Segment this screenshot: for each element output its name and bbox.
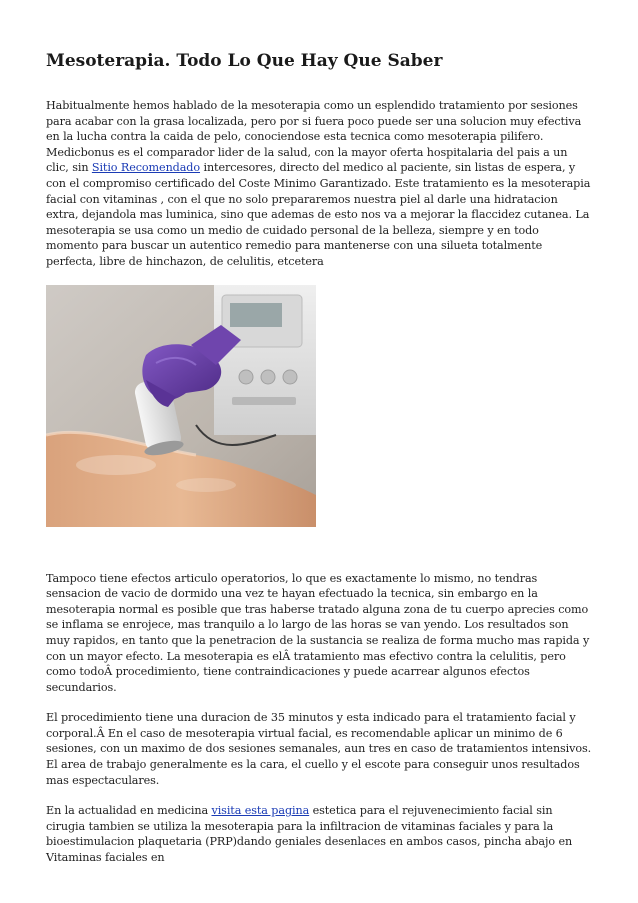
- paragraph-procedure: El procedimiento tiene una duracion de 35 minutos y esta indicado para el tratamiento facial y corporal.Â En el caso de mesoterapia virtual facial, es recomendable aplicar un minimo de 6 sesiones, con un maximo de dos sesiones semanales, aun tres en caso de tratamientos intensivos. El area de trabajo generalmente es la cara, el cuello y el escote para conseguir unos resultados mas espectaculares.: [46, 711, 592, 787]
- page-title: Mesoterapia. Todo Lo Que Hay Que Saber: [46, 51, 443, 71]
- paragraph-effects: Tampoco tiene efectos articulo operatorios, lo que es exactamente lo mismo, no tendras sensacion de vacio de dormido una vez te hayan efectuado la tecnica, sin embargo en la mesoterapia normal es posible que tras haberse tratado alguna zona de tu cuerpo aprecies como se inflama se enrojece, mas tranquilo a lo largo de las horas se van yendo. Los resultados son muy rapidos, en tanto que la penetracion de la sustancia se realiza de forma mucho mas rapida y con un mayor efecto. La mesoterapia es elÂ tratamiento mas efectivo contra la celulitis, pero como todoÂ procedimiento, tiene contraindicaciones y puede acarrear algunos efectos secundarios.: [46, 571, 590, 694]
- paragraph-medicine-text-start: En la actualidad en medicina: [46, 804, 212, 818]
- paragraph-medicine-text-end: estetica para el rejuvenecimiento facial sin cirugia tambien se utiliza la mesoterapia para la infiltracion de vitaminas faciales y para la bioestimulacion plaquetaria (PRP)dando geniales desenlaces en ambos casos, pincha abajo en Vitaminas faciales en: [46, 804, 573, 865]
- link-visita-esta-pagina[interactable]: visita esta pagina: [211, 804, 310, 818]
- paragraph-medicine: [46, 803, 592, 865]
- link-sitio-recomendado[interactable]: Sitio Recomendado: [91, 161, 201, 175]
- paragraph-intro: [46, 98, 592, 270]
- treatment-photo-illustration: [46, 285, 316, 527]
- paragraph-intro-text-start: Habitualmente hemos hablado de la mesoterapia como un esplendido tratamiento por sesiones para acabar con la grasa localizada, pero por si fuera poco puede ser una solucion muy efectiva en la lucha contra la caida de pelo, conociendose esta tecnica como mesoterapia pilifero. Medicbonus es el comparador lider de la salud, con la mayor oferta hospitalaria del pais a un clic, sin: [46, 99, 582, 175]
- treatment-photo: [46, 285, 316, 527]
- paragraph-intro-text-end: intercesores, directo del medico al paciente, sin listas de espera, y con el compromiso certificado del Coste Minimo Garantizado. Este tratamiento es la mesoterapia facial con vitaminas , con el que no solo prepararemos nuestra piel al darle una hidratacion extra, dejandola mas luminica, sino que ademas de esto nos va a mejorar la flaccidez cutanea. La mesoterapia se usa como un medio de cuidado personal de la belleza, siempre y en todo momento para buscar un autentico remedio para mantenerse con una silueta totalmente perfecta, libre de hinchazon, de celulitis, etcetera: [46, 161, 591, 268]
